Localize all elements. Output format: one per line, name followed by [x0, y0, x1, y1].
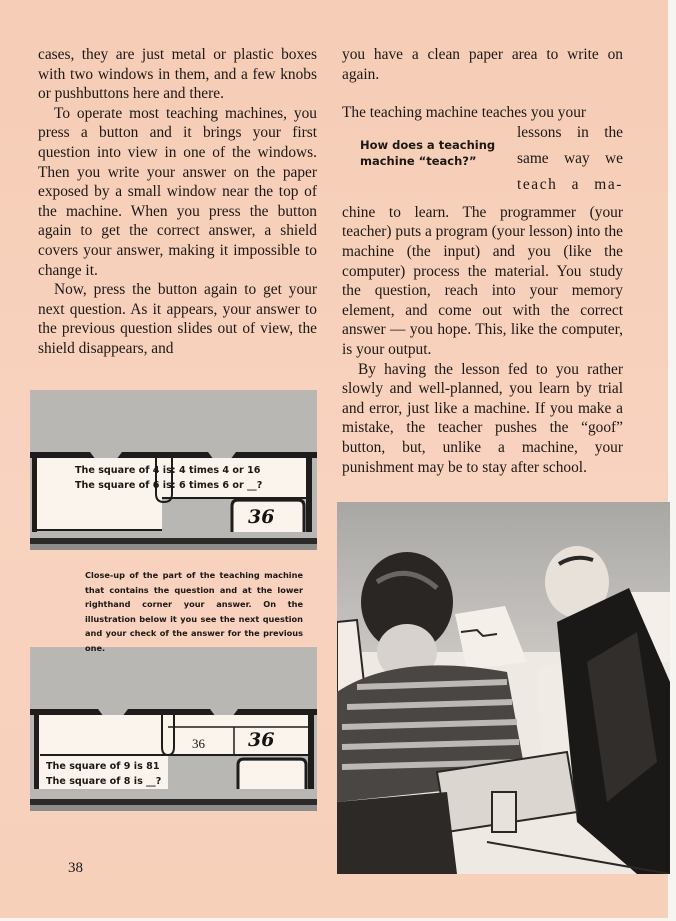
page-number: 38 — [68, 860, 83, 876]
machine-closeup-figure — [30, 390, 317, 550]
paragraph: Now, press the button again to get your next question. As it appears, your answer to the previous question slides out of view, the shield disappears, and — [38, 281, 317, 357]
question-line: The square of 8 is __? — [46, 776, 162, 787]
students-illustration — [337, 502, 670, 874]
illustration-drawing — [337, 502, 670, 874]
typed-answer: 36 — [192, 736, 205, 751]
text-line: same way we — [517, 149, 623, 167]
left-column — [38, 45, 317, 359]
paragraph: cases, they are just metal or plastic boxes with two windows in them, and a few knobs or pushbuttons here and there. — [38, 46, 317, 103]
figure-caption: Close-up of the part of the teaching machine that contains the question and at the lower righthand corner your answer. On the illustration below it you see the next question and your check of the answer for the previous one. — [85, 570, 303, 653]
machine-next-question-figure — [30, 647, 317, 811]
right-column — [342, 45, 623, 477]
question-line: The square of 9 is 81 — [46, 761, 160, 772]
paragraph: you have a clean paper area to write on again. — [342, 46, 623, 83]
text-line: teach a ma- — [517, 175, 623, 193]
side-heading-block — [342, 123, 623, 201]
text-line: lessons in the — [517, 123, 623, 141]
paragraph: To operate most teaching machines, you press a button and it brings your first question into view in one of the windows. Then you write your answer on the paper exposed by a small window near the top of the machine. When you press the button again to get the correct answer, a shield covers your answer, making it impossible to change it. — [38, 104, 317, 279]
question-line: The square of 6 is: 6 times 6 or __? — [75, 480, 263, 491]
section-intro: The teaching machine teaches you your — [342, 104, 587, 122]
handwritten-answer: 36 — [248, 729, 275, 751]
paragraph: By having the lesson fed to you rather slowly and well-planned, you learn by trial and error, just like a machine. If you make a mistake, the teacher pushes the “goof” button, but, unlike a machine, your punishment may be to stay after school. — [342, 360, 623, 476]
handwritten-answer: 36 — [248, 506, 275, 528]
paragraph: chine to learn. The programmer (your teacher) puts a program (your lesson) into the machine (the input) and you (like the computer) process the material. You study the question, reach into your memory element, and come out with the correct answer — you hope. This, like the computer, is your output. — [342, 203, 623, 358]
question-line: The square of 4 is: 4 times 4 or 16 — [75, 465, 261, 476]
side-heading: How does a teaching machine “teach?” — [360, 137, 496, 169]
